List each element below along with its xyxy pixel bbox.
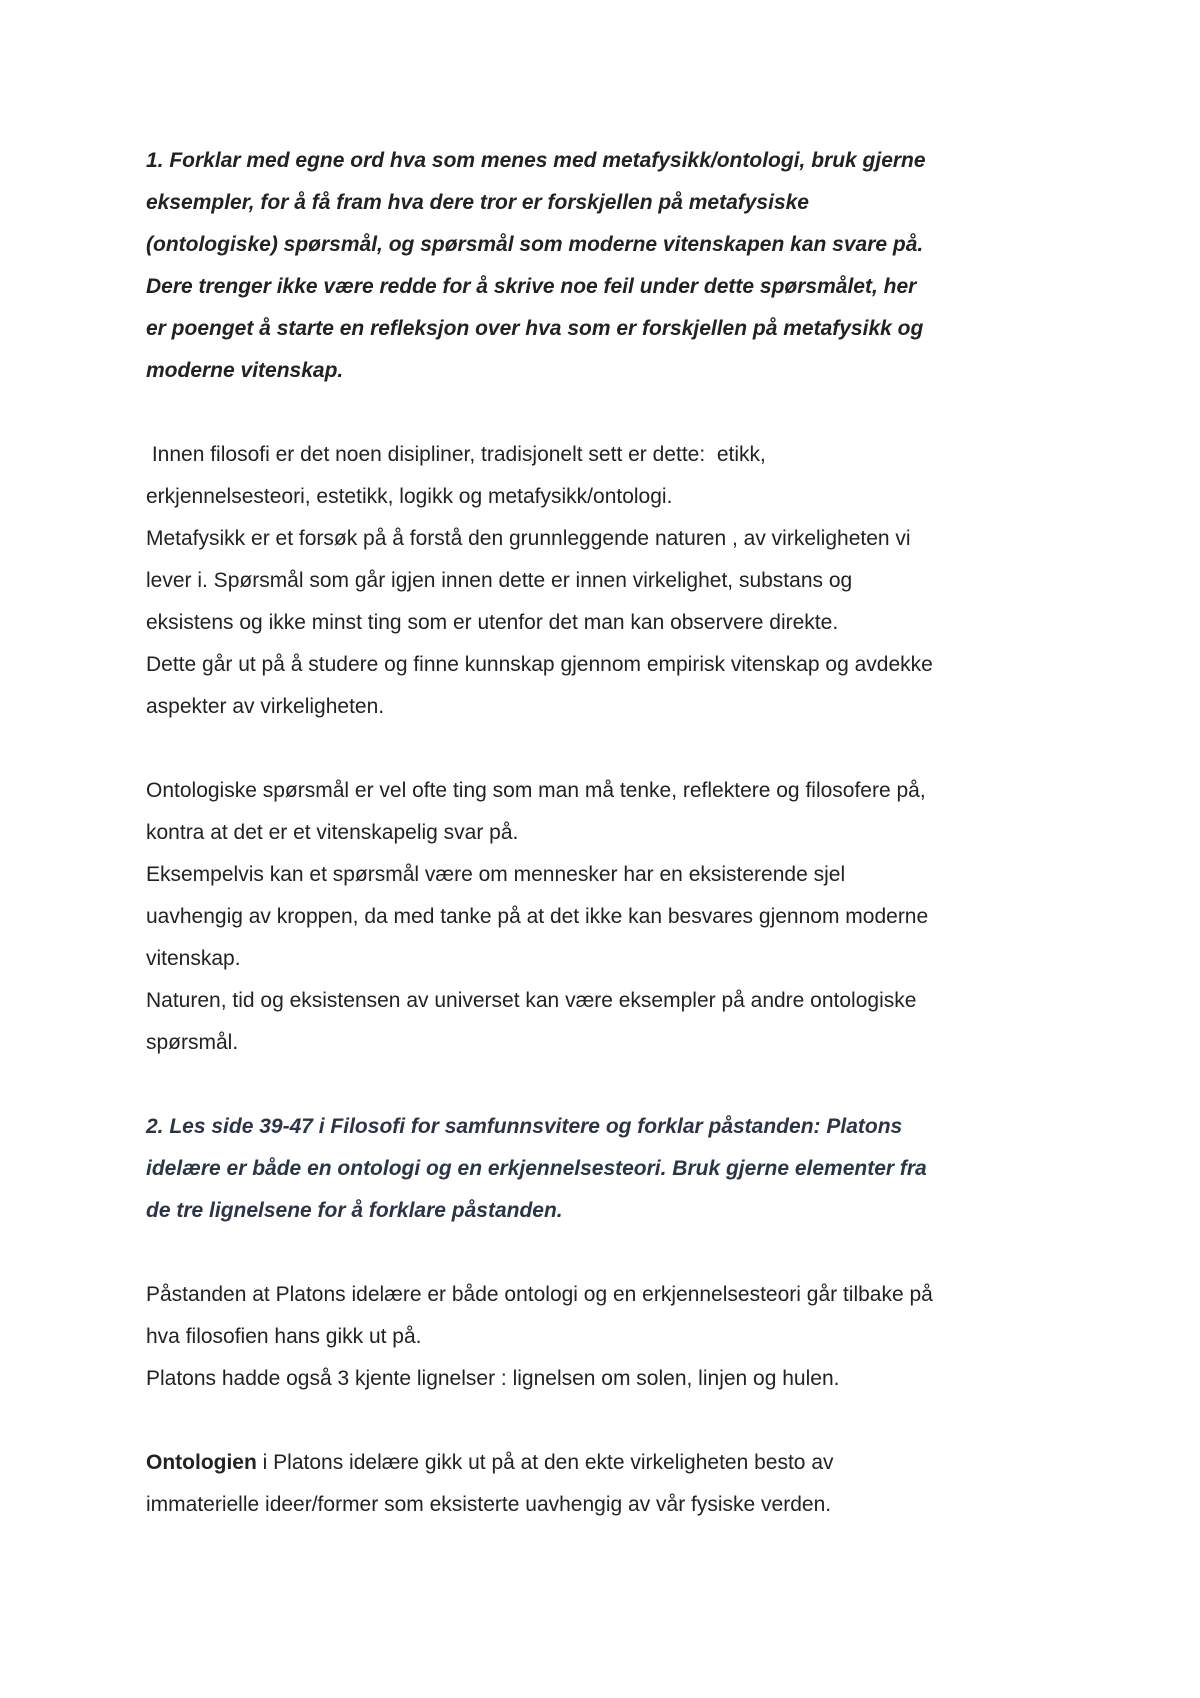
question-1-line: eksempler, for å få fram hva dere tror er forskjellen på metafysiske	[146, 191, 809, 214]
question-2-line: 2. Les side 39-47 i Filosofi for samfunnsvitere og forklar påstanden: Platons	[146, 1115, 903, 1138]
answer-line-rest: i Platons idelære gikk ut på at den ekte virkeligheten besto av	[256, 1451, 834, 1474]
answer-1-paragraph-1	[146, 434, 1086, 728]
answer-line: Metafysikk er et forsøk på å forstå den grunnleggende naturen , av virkeligheten vi	[146, 527, 911, 550]
answer-line: lever i. Spørsmål som går igjen innen dette er innen virkelighet, substans og	[146, 569, 853, 592]
question-2-line: de tre lignelsene for å forklare påstanden.	[146, 1199, 563, 1222]
bold-term: Ontologien	[146, 1451, 257, 1474]
question-1-line: er poenget å starte en refleksjon over hva som er forskjellen på metafysikk og	[146, 317, 924, 340]
question-1-line: (ontologiske) spørsmål, og spørsmål som moderne vitenskapen kan svare på.	[146, 233, 924, 256]
answer-line: hva filosofien hans gikk ut på.	[146, 1325, 422, 1348]
answer-2-paragraph-1	[146, 1274, 1086, 1400]
answer-line: Naturen, tid og eksistensen av universet kan være eksempler på andre ontologiske	[146, 989, 917, 1012]
answer-line: vitenskap.	[146, 947, 241, 970]
answer-2-paragraph-2	[146, 1442, 1086, 1526]
question-2-line: idelære er både en ontologi og en erkjennelsesteori. Bruk gjerne elementer fra	[146, 1157, 927, 1180]
answer-1-paragraph-2	[146, 770, 1086, 1064]
answer-line: Påstanden at Platons idelære er både ontologi og en erkjennelsesteori går tilbake på	[146, 1283, 933, 1306]
question-1	[146, 140, 1086, 392]
spacer	[146, 1232, 1086, 1274]
answer-line: immaterielle ideer/former som eksisterte uavhengig av vår fysiske verden.	[146, 1493, 832, 1516]
spacer	[146, 728, 1086, 770]
question-1-line: 1. Forklar med egne ord hva som menes med metafysikk/ontologi, bruk gjerne	[146, 149, 926, 172]
spacer	[146, 1064, 1086, 1106]
answer-line: Platons hadde også 3 kjente lignelser : lignelsen om solen, linjen og hulen.	[146, 1367, 840, 1390]
answer-line: Dette går ut på å studere og finne kunnskap gjennom empirisk vitenskap og avdekke	[146, 653, 933, 676]
answer-line: Eksempelvis kan et spørsmål være om mennesker har en eksisterende sjel	[146, 863, 846, 886]
answer-line: eksistens og ikke minst ting som er utenfor det man kan observere direkte.	[146, 611, 839, 634]
answer-line: aspekter av virkeligheten.	[146, 695, 385, 718]
answer-line: Ontologiske spørsmål er vel ofte ting som man må tenke, reflektere og filosofere på,	[146, 779, 926, 802]
question-1-line: Dere trenger ikke være redde for å skrive noe feil under dette spørsmålet, her	[146, 275, 917, 298]
question-1-line: moderne vitenskap.	[146, 359, 344, 382]
question-2	[146, 1106, 1086, 1232]
answer-line: kontra at det er et vitenskapelig svar på.	[146, 821, 519, 844]
answer-line	[146, 1442, 1086, 1484]
answer-line: spørsmål.	[146, 1031, 239, 1054]
document-page	[146, 140, 1086, 1526]
spacer	[146, 392, 1086, 434]
answer-line: erkjennelsesteori, estetikk, logikk og metafysikk/ontologi.	[146, 485, 673, 508]
spacer	[146, 1400, 1086, 1442]
answer-line: uavhengig av kroppen, da med tanke på at det ikke kan besvares gjennom moderne	[146, 905, 929, 928]
answer-line: Innen filosofi er det noen disipliner, tradisjonelt sett er dette: etikk,	[146, 443, 766, 466]
